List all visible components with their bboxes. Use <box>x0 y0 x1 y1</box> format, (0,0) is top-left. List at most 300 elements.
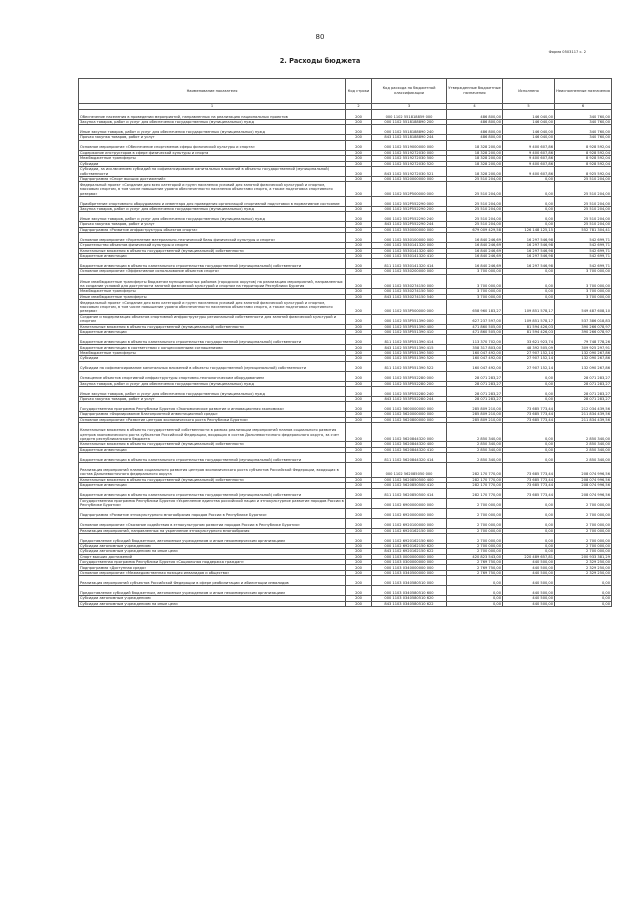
column-header-approved: Утвержденные бюджетные назначения <box>447 79 503 104</box>
row-executed-cell: 0,00 <box>503 447 555 452</box>
row-executed-cell: 440 500,00 <box>503 570 555 575</box>
row-line-code-cell: 200 <box>346 227 372 232</box>
table-row <box>79 601 612 606</box>
row-remaining-cell: 8 928 592,04 <box>555 150 612 155</box>
table-row <box>79 463 612 478</box>
row-executed-cell: 0,00 <box>503 206 555 211</box>
row-classification-code-cell: 000 1103 0340580510 620 <box>372 596 447 601</box>
row-executed-cell: 146 040,00 <box>503 125 555 135</box>
table-row <box>79 453 612 463</box>
row-name-cell: Иные межбюджетные трансферты бюджетам муниципальных районов (городских округов) на реализацию мероприятий, направленных на создание условий для доступности занятий физической культурой и спортом на территории Республики Бурятия <box>79 274 346 289</box>
row-remaining-cell: 0,00 <box>555 596 612 601</box>
row-classification-code-cell: 000 1102 5530141320 410 <box>372 253 447 258</box>
row-approved-cell: 658 960 183,27 <box>447 300 503 315</box>
row-classification-code-cell: 811 1102 553P551390 414 <box>372 335 447 345</box>
row-approved-cell: 3 700 000,00 <box>447 294 503 299</box>
row-classification-code-cell: 000 1103 0300000000 000 <box>372 560 447 565</box>
column-header-classification-code: Код расхода по бюджетной классификации <box>372 79 447 104</box>
row-name-cell: Реализация мероприятий, направленных на укрепление этнокультурного многообразия <box>79 528 346 533</box>
row-executed-cell: 440 500,00 <box>503 576 555 586</box>
column-header-name: Наименование показателя <box>79 79 346 104</box>
row-remaining-cell: 2 700 000,00 <box>555 508 612 518</box>
row-executed-cell: 0,00 <box>503 269 555 274</box>
row-line-code-cell: 200 <box>346 156 372 161</box>
row-executed-cell: 27 907 152,14 <box>503 350 555 355</box>
row-classification-code-cell: 000 1102 5520000000 000 <box>372 176 447 181</box>
table-row <box>79 125 612 135</box>
row-classification-code-cell: 000 1102 6920162150 620 <box>372 543 447 548</box>
row-name-cell: Межбюджетные трансферты <box>79 289 346 294</box>
row-remaining-cell: 2 700 000,00 <box>555 518 612 528</box>
row-line-code-cell: 200 <box>346 570 372 575</box>
row-name-cell: Прочая закупка товаров, работ и услуг <box>79 396 346 401</box>
row-classification-code-cell: 000 1102 553P552280 000 <box>372 371 447 381</box>
row-classification-code-cell: 000 1102 553P552280 200 <box>372 381 447 386</box>
row-classification-code-cell: 843 1102 553P552280 244 <box>372 396 447 401</box>
row-remaining-cell: 132 090 267,86 <box>555 356 612 361</box>
row-classification-code-cell: 000 1102 551818859 000 <box>372 110 447 120</box>
row-name-cell: Подпрограмма «Развитие инфраструктуры объектов спорта» <box>79 227 346 232</box>
row-executed-cell: 0,00 <box>503 289 555 294</box>
row-executed-cell: 73 685 773,44 <box>503 463 555 478</box>
row-name-cell: Федеральный проект «Создание для всех категорий и групп населения условий для занятий физической культурой и спортом, массовым спортом, в том числе повышение уровня обеспеченности населения объектами спорта, а также подготовка спортивного резерва» <box>79 182 346 197</box>
row-executed-cell: 9 400 607,86 <box>503 156 555 161</box>
row-classification-code-cell: 843 1102 552P552290 244 <box>372 222 447 227</box>
row-classification-code-cell: 000 1102 6920100000 000 <box>372 518 447 528</box>
column-header-executed: Исполнено <box>503 79 555 104</box>
row-executed-cell: 0,00 <box>503 508 555 518</box>
table-row <box>79 314 612 324</box>
row-line-code-cell: 200 <box>346 402 372 412</box>
row-executed-cell: 126 148 125,15 <box>503 227 555 232</box>
table-row <box>79 508 612 518</box>
row-line-code-cell: 200 <box>346 120 372 125</box>
row-line-code-cell: 200 <box>346 488 372 498</box>
row-name-cell: Государственная программа Республики Бурятия «Социальная поддержка граждан» <box>79 560 346 565</box>
row-executed-cell: 81 594 426,03 <box>503 330 555 335</box>
row-approved-cell: 25 510 204,00 <box>447 196 503 206</box>
row-executed-cell: 0,00 <box>503 543 555 548</box>
row-executed-cell: 16 297 546,98 <box>503 243 555 248</box>
row-executed-cell: 0,00 <box>503 381 555 386</box>
row-name-cell: Основное мероприятие «Укрепление материально-технической базы физической культуры и спорта» <box>79 233 346 243</box>
row-line-code-cell: 200 <box>346 565 372 570</box>
row-line-code-cell: 200 <box>346 259 372 269</box>
row-name-cell: Закупка товаров, работ и услуг для обеспечения государственных (муниципальных) нужд <box>79 381 346 386</box>
row-approved-cell: 2 850 340,00 <box>447 423 503 442</box>
row-name-cell: Закупка товаров, работ и услуг для обеспечения государственных (муниципальных) нужд <box>79 206 346 211</box>
row-remaining-cell: 340 760,00 <box>555 110 612 120</box>
column-number: 6 <box>555 104 612 110</box>
row-name-cell: Межбюджетные трансферты <box>79 156 346 161</box>
row-name-cell: Бюджетные инвестиции <box>79 447 346 452</box>
row-remaining-cell: 25 510 204,00 <box>555 222 612 227</box>
row-executed-cell: 9 400 607,86 <box>503 166 555 176</box>
row-executed-cell: 109 851 578,17 <box>503 314 555 324</box>
row-executed-cell: 48 392 505,09 <box>503 345 555 350</box>
table-row <box>79 212 612 222</box>
row-line-code-cell: 200 <box>346 396 372 401</box>
row-classification-code-cell: 000 1102 553P551390 000 <box>372 314 447 324</box>
row-classification-code-cell: 000 1102 6920162150 600 <box>372 533 447 543</box>
row-approved-cell: 16 840 246,69 <box>447 233 503 243</box>
row-line-code-cell: 200 <box>346 253 372 258</box>
row-classification-code-cell: 811 1102 5620844320 414 <box>372 453 447 463</box>
row-executed-cell: 109 851 578,17 <box>503 300 555 315</box>
row-classification-code-cell: 843 1102 6920162150 622 <box>372 549 447 554</box>
row-line-code-cell: 200 <box>346 330 372 335</box>
row-approved-cell: 486 800,00 <box>447 125 503 135</box>
row-name-cell: Капитальные вложения в объекты государственной (муниципальной) собственности <box>79 442 346 447</box>
row-line-code-cell: 200 <box>346 248 372 253</box>
row-executed-cell: 0,00 <box>503 371 555 381</box>
row-line-code-cell: 200 <box>346 233 372 243</box>
table-row <box>79 361 612 371</box>
row-line-code-cell: 200 <box>346 498 372 508</box>
row-classification-code-cell: 000 1102 5530200000 000 <box>372 269 447 274</box>
row-executed-cell: 0,00 <box>503 396 555 401</box>
row-line-code-cell: 200 <box>346 150 372 155</box>
table-header-row <box>79 79 612 104</box>
row-remaining-cell: 2 700 000,00 <box>555 543 612 548</box>
row-line-code-cell: 200 <box>346 269 372 274</box>
row-classification-code-cell: 811 1102 553P551390 522 <box>372 361 447 371</box>
table-row <box>79 182 612 197</box>
row-approved-cell: 2 850 340,00 <box>447 447 503 452</box>
row-name-cell: Субсидии <box>79 356 346 361</box>
row-line-code-cell: 200 <box>346 447 372 452</box>
row-remaining-cell: 8 925 592,04 <box>555 166 612 176</box>
row-approved-cell: 18 328 200,00 <box>447 161 503 166</box>
row-remaining-cell: 79 748 778,26 <box>555 335 612 345</box>
row-classification-code-cell: 000 1102 553P551390 410 <box>372 330 447 335</box>
row-approved-cell: 486 800,00 <box>447 110 503 120</box>
row-classification-code-cell: 000 1102 5519000000 000 <box>372 140 447 150</box>
row-line-code-cell: 200 <box>346 243 372 248</box>
row-classification-code-cell: 000 1102 5600000000 000 <box>372 402 447 412</box>
row-executed-cell: 146 040,00 <box>503 120 555 125</box>
row-remaining-cell: 2 329 250,00 <box>555 570 612 575</box>
row-name-cell: Иные закупки товаров, работ и услуг для обеспечения государственных (муниципальных) нужд <box>79 212 346 222</box>
row-approved-cell: 2 700 000,00 <box>447 498 503 508</box>
row-executed-cell: 440 500,00 <box>503 565 555 570</box>
row-executed-cell: 0,00 <box>503 423 555 442</box>
row-line-code-cell: 200 <box>346 533 372 543</box>
row-line-code-cell: 200 <box>346 543 372 548</box>
row-approved-cell: 358 317 803,00 <box>447 345 503 350</box>
row-approved-cell: 28 071 283,27 <box>447 381 503 386</box>
row-name-cell: Бюджетные инвестиции <box>79 330 346 335</box>
row-approved-cell: 16 840 246,69 <box>447 253 503 258</box>
row-remaining-cell: 28 071 283,27 <box>555 386 612 396</box>
row-name-cell: Субсидии <box>79 161 346 166</box>
row-remaining-cell: 552 781 304,41 <box>555 227 612 232</box>
column-number: 5 <box>503 104 555 110</box>
row-remaining-cell: 2 700 000,00 <box>555 533 612 543</box>
row-executed-cell: 16 297 546,98 <box>503 248 555 253</box>
row-classification-code-cell: 000 1102 552P500000 000 <box>372 182 447 197</box>
row-approved-cell: 2 700 000,00 <box>447 518 503 528</box>
row-name-cell: Закупка товаров, работ и услуг для обеспечения государственных (муниципальных) нужд <box>79 120 346 125</box>
row-line-code-cell: 200 <box>346 212 372 222</box>
row-name-cell: Субсидии автономным учреждениям <box>79 596 346 601</box>
table-row <box>79 166 612 176</box>
row-remaining-cell: 8 928 592,04 <box>555 140 612 150</box>
row-remaining-cell: 390 266 078,97 <box>555 330 612 335</box>
row-line-code-cell: 200 <box>346 453 372 463</box>
row-approved-cell: 2 700 000,00 <box>447 543 503 548</box>
row-executed-cell: 0,00 <box>503 182 555 197</box>
row-name-cell: Реализация мероприятий планов социального развития центров экономического роста субъектов Российской Федерации, входящих в состав Дальневосточного федерального округа <box>79 463 346 478</box>
row-name-cell: Предоставление субсидий бюджетным, автономным учреждениям и иным некоммерческим организациям <box>79 533 346 543</box>
row-name-cell: Бюджетные инвестиции в объекты капитального строительства государственной (муниципальной) собственности <box>79 453 346 463</box>
row-executed-cell: 0,00 <box>503 549 555 554</box>
row-name-cell: Основное мероприятие «Оказание содействия в этнокультурном развитии народов России в Республике Бурятия» <box>79 518 346 528</box>
row-name-cell: Капитальные вложения в объекты государственной (муниципальной) собственности <box>79 248 346 253</box>
row-name-cell: Межбюджетные трансферты <box>79 350 346 355</box>
row-remaining-cell: 2 329 250,00 <box>555 560 612 565</box>
row-name-cell: Создание и модернизация объектов спортивной инфраструктуры региональной собственности для занятий физической культурой и спортом <box>79 314 346 324</box>
row-classification-code-cell: 000 1102 5620000000 000 <box>372 412 447 417</box>
row-executed-cell: 0,00 <box>503 528 555 533</box>
row-classification-code-cell: 000 1103 0340580510 000 <box>372 576 447 586</box>
row-remaining-cell: 2 850 340,00 <box>555 442 612 447</box>
table-row <box>79 402 612 412</box>
row-line-code-cell: 200 <box>346 294 372 299</box>
row-approved-cell: 2 769 750,00 <box>447 560 503 565</box>
row-classification-code-cell: 843 1102 553P551390 415 <box>372 345 447 350</box>
row-approved-cell: 2 700 000,00 <box>447 549 503 554</box>
row-remaining-cell: 340 760,00 <box>555 120 612 125</box>
row-executed-cell: 16 297 546,98 <box>503 253 555 258</box>
page-number: 80 <box>315 33 325 41</box>
row-name-cell: Строительство объектов физической культуры и спорта <box>79 243 346 248</box>
row-classification-code-cell: 000 1102 553P551390 500 <box>372 350 447 355</box>
row-executed-cell: 9 400 607,86 <box>503 140 555 150</box>
row-executed-cell: 0,00 <box>503 498 555 508</box>
row-classification-code-cell: 000 1102 5519272030 000 <box>372 150 447 155</box>
row-executed-cell: 0,00 <box>503 518 555 528</box>
row-remaining-cell: 537 386 018,83 <box>555 314 612 324</box>
row-approved-cell: 282 170 770,00 <box>447 463 503 478</box>
row-name-cell: Субсидии на софинансирование капитальных вложений в объекты государственной (муниципальной) собственности <box>79 361 346 371</box>
row-classification-code-cell: 000 1102 6920162150 000 <box>372 528 447 533</box>
row-approved-cell: 2 769 750,00 <box>447 565 503 570</box>
row-name-cell: Подпрограмма «Развитие этнокультурного многообразия народов России в Республике Бурятия» <box>79 508 346 518</box>
row-name-cell: Субсидии, за исключением субсидий на софинансирование капитальных вложений в объекты государственной (муниципальной) собственности <box>79 166 346 176</box>
row-line-code-cell: 200 <box>346 335 372 345</box>
row-executed-cell: 73 685 773,44 <box>503 483 555 488</box>
row-executed-cell: 0,00 <box>503 212 555 222</box>
row-approved-cell: 2 700 000,00 <box>447 533 503 543</box>
table-row <box>79 110 612 120</box>
row-name-cell: Предоставление субсидий бюджетным, автономным учреждениям и иным некоммерческим организациям <box>79 586 346 596</box>
row-executed-cell: 9 400 607,86 <box>503 150 555 155</box>
row-line-code-cell: 200 <box>346 324 372 329</box>
row-line-code-cell: 200 <box>346 196 372 206</box>
row-approved-cell: 25 510 204,00 <box>447 176 503 181</box>
row-remaining-cell: 2 700 000,00 <box>555 498 612 508</box>
row-name-cell: Капитальные вложения в объекты государственной собственности в рамках реализации мероприятий планов социального развития центров экономического роста субъектов Российской Федерации, входящих в состав Дальневосточного федерального округа, за счет средств республиканского бюджета <box>79 423 346 442</box>
column-number: 3 <box>372 104 447 110</box>
row-executed-cell: 0,00 <box>503 176 555 181</box>
row-remaining-cell: 25 510 204,00 <box>555 196 612 206</box>
row-classification-code-cell: 843 1103 0340580510 622 <box>372 601 447 606</box>
row-classification-code-cell: 000 1103 0340500000 000 <box>372 570 447 575</box>
row-name-cell: Иные закупки товаров, работ и услуг для обеспечения государственных (муниципальных) нужд <box>79 125 346 135</box>
table-row <box>79 576 612 586</box>
table-row <box>79 423 612 442</box>
row-approved-cell: 28 071 283,27 <box>447 396 503 401</box>
row-executed-cell: 33 621 923,74 <box>503 335 555 345</box>
column-header-line-code: Код строки <box>346 79 372 104</box>
row-executed-cell: 16 297 546,98 <box>503 233 555 243</box>
row-classification-code-cell: 000 1102 5620844320 400 <box>372 442 447 447</box>
row-classification-code-cell: 000 1102 5620800000 000 <box>372 417 447 422</box>
row-name-cell: Оснащение объектов спортивной инфраструктуры спортивно-технологическим оборудованием <box>79 371 346 381</box>
row-approved-cell: 420 823 543,00 <box>447 554 503 559</box>
row-approved-cell: 18 328 200,00 <box>447 150 503 155</box>
row-remaining-cell: 208 074 996,56 <box>555 477 612 482</box>
row-line-code-cell: 200 <box>346 483 372 488</box>
row-name-cell: Основное мероприятие «Межведомственная позиция инвалидов и общества» <box>79 570 346 575</box>
row-name-cell: Спорт высших достижений <box>79 554 346 559</box>
row-name-cell: Прочая закупка товаров, работ и услуг <box>79 135 346 140</box>
row-remaining-cell: 3 700 000,00 <box>555 294 612 299</box>
row-remaining-cell: 542 699,71 <box>555 253 612 258</box>
row-line-code-cell: 200 <box>346 508 372 518</box>
row-name-cell: Субсидии автономным учреждениям на иные цели <box>79 549 346 554</box>
row-executed-cell: 0,00 <box>503 222 555 227</box>
row-name-cell: Субсидии автономным учреждениям на иные цели <box>79 601 346 606</box>
table-row <box>79 488 612 498</box>
row-executed-cell: 73 685 773,44 <box>503 417 555 422</box>
row-line-code-cell: 200 <box>346 528 372 533</box>
table-row <box>79 140 612 150</box>
row-name-cell: Подпрограмма «Доступная среда» <box>79 565 346 570</box>
row-name-cell: Федеральный проект «Создание для всех категорий и групп населения условий для занятий физической культурой и спортом, массовым спортом, в том числе повышение уровня обеспеченности населения объектами спорта, а также подготовка спортивного резерва» <box>79 300 346 315</box>
row-classification-code-cell: 000 1102 5530000000 000 <box>372 227 447 232</box>
row-executed-cell: 73 685 773,44 <box>503 488 555 498</box>
row-remaining-cell: 340 760,00 <box>555 135 612 140</box>
row-executed-cell: 440 500,00 <box>503 560 555 565</box>
row-approved-cell: 285 809 210,00 <box>447 417 503 422</box>
row-line-code-cell: 200 <box>346 601 372 606</box>
row-approved-cell: 2 850 340,00 <box>447 442 503 447</box>
table-row <box>79 274 612 289</box>
row-name-cell: Содержание инструкторов в сфере физической культуры и спорта <box>79 150 346 155</box>
row-line-code-cell: 200 <box>346 125 372 135</box>
row-remaining-cell: 0,00 <box>555 576 612 586</box>
row-name-cell: Государственная программа Республики Бурятия «Экономическое развитие и инновационная экономика» <box>79 402 346 412</box>
row-approved-cell: 16 840 246,69 <box>447 248 503 253</box>
row-line-code-cell: 200 <box>346 135 372 140</box>
row-approved-cell: 25 510 204,00 <box>447 206 503 211</box>
row-line-code-cell: 200 <box>346 560 372 565</box>
row-executed-cell: 73 685 773,44 <box>503 402 555 412</box>
row-name-cell: Бюджетные инвестиции в соответствии с концессионными соглашениями <box>79 345 346 350</box>
row-classification-code-cell: 000 1102 553P500000 000 <box>372 300 447 315</box>
row-approved-cell: 3 700 000,00 <box>447 274 503 289</box>
row-line-code-cell: 200 <box>346 596 372 601</box>
row-remaining-cell: 28 071 283,27 <box>555 381 612 386</box>
row-line-code-cell: 200 <box>346 423 372 442</box>
row-name-cell: Бюджетные инвестиции в объекты капитального строительства государственной (муниципальной) собственности <box>79 488 346 498</box>
row-remaining-cell: 542 699,71 <box>555 233 612 243</box>
row-line-code-cell: 200 <box>346 417 372 422</box>
row-executed-cell: 440 500,00 <box>503 596 555 601</box>
row-remaining-cell: 208 074 996,56 <box>555 483 612 488</box>
row-name-cell: Подпрограмма «Спорт высших достижений» <box>79 176 346 181</box>
row-executed-cell: 0,00 <box>503 533 555 543</box>
row-approved-cell: 160 047 492,00 <box>447 361 503 371</box>
row-executed-cell: 9 400 607,86 <box>503 161 555 166</box>
row-classification-code-cell: 000 1102 5530141320 000 <box>372 243 447 248</box>
row-approved-cell: 486 800,00 <box>447 120 503 125</box>
row-executed-cell: 0,00 <box>503 274 555 289</box>
row-remaining-cell: 340 760,00 <box>555 125 612 135</box>
row-line-code-cell: 200 <box>346 586 372 596</box>
row-classification-code-cell: 000 1102 5530274150 500 <box>372 289 447 294</box>
table-row <box>79 586 612 596</box>
row-name-cell: Капитальные вложения в объекты государственной (муниципальной) собственности <box>79 477 346 482</box>
row-executed-cell: 27 907 152,14 <box>503 356 555 361</box>
row-line-code-cell: 200 <box>346 442 372 447</box>
row-classification-code-cell: 000 1102 5620850500 400 <box>372 477 447 482</box>
row-line-code-cell: 200 <box>346 161 372 166</box>
row-executed-cell: 0,00 <box>503 196 555 206</box>
row-name-cell: Основное мероприятие «Обеспечение спортсменов сферы физической культуры и спорта» <box>79 140 346 150</box>
row-classification-code-cell: 843 1102 5518188890 244 <box>372 135 447 140</box>
row-remaining-cell: 0,00 <box>555 586 612 596</box>
row-classification-code-cell: 000 1102 5530141320 400 <box>372 248 447 253</box>
row-line-code-cell: 200 <box>346 412 372 417</box>
row-classification-code-cell: 000 1102 5519272030 520 <box>372 161 447 166</box>
row-executed-cell: 73 685 773,44 <box>503 477 555 482</box>
row-approved-cell: 18 328 200,00 <box>447 140 503 150</box>
row-classification-code-cell: 000 1102 553P551390 520 <box>372 356 447 361</box>
row-remaining-cell: 211 834 439,56 <box>555 417 612 422</box>
row-remaining-cell: 208 074 996,56 <box>555 488 612 498</box>
row-executed-cell: 16 297 546,98 <box>503 259 555 269</box>
row-approved-cell: 16 840 246,69 <box>447 259 503 269</box>
row-name-cell: Иные закупки товаров, работ и услуг для обеспечения государственных (муниципальных) нужд <box>79 386 346 396</box>
table-row <box>79 196 612 206</box>
section-title: 2. Расходы бюджета <box>279 57 361 65</box>
row-remaining-cell: 28 071 283,27 <box>555 371 612 381</box>
row-classification-code-cell: 000 1103 0000000000 000 <box>372 554 447 559</box>
row-remaining-cell: 25 510 204,00 <box>555 176 612 181</box>
row-executed-cell: 0,00 <box>503 442 555 447</box>
row-approved-cell: 16 840 246,69 <box>447 243 503 248</box>
row-line-code-cell: 200 <box>346 182 372 197</box>
row-classification-code-cell: 000 1103 0340000000 000 <box>372 565 447 570</box>
row-remaining-cell: 25 510 204,00 <box>555 182 612 197</box>
row-approved-cell: 2 700 000,00 <box>447 508 503 518</box>
row-classification-code-cell: 000 1102 562085050 000 <box>372 463 447 478</box>
row-line-code-cell: 200 <box>346 371 372 381</box>
row-remaining-cell: 0,00 <box>555 601 612 606</box>
row-classification-code-cell: 000 1102 5620844320 410 <box>372 447 447 452</box>
row-line-code-cell: 200 <box>346 518 372 528</box>
row-classification-code-cell: 843 1102 5530274150 540 <box>372 294 447 299</box>
table-row <box>79 371 612 381</box>
row-remaining-cell: 211 834 439,56 <box>555 412 612 417</box>
row-approved-cell: 160 047 492,00 <box>447 350 503 355</box>
row-line-code-cell: 200 <box>346 554 372 559</box>
row-remaining-cell: 132 090 267,86 <box>555 350 612 355</box>
row-executed-cell: 73 685 773,44 <box>503 412 555 417</box>
